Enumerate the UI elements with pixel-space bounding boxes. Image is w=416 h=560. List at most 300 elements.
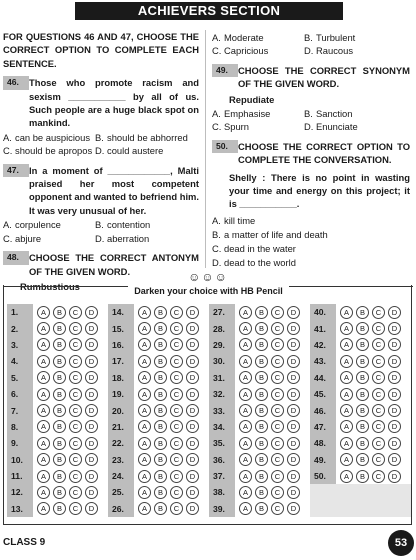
answer-bubble-b[interactable]: B	[356, 470, 369, 483]
answer-row	[108, 370, 209, 386]
answer-row	[310, 353, 411, 369]
answer-bubble-d[interactable]: D	[85, 322, 98, 335]
answer-row	[310, 419, 411, 435]
class-label: CLASS 9	[3, 537, 46, 548]
answer-bubble-d[interactable]: D	[287, 355, 300, 368]
answer-bubble-b[interactable]: B	[154, 355, 167, 368]
question-number: 1.	[7, 304, 33, 320]
answer-bubble-a[interactable]: A	[138, 470, 151, 483]
answer-bubble-c[interactable]: C	[170, 420, 183, 433]
answer-bubble-d[interactable]: D	[287, 388, 300, 401]
answer-bubble-a[interactable]: A	[239, 437, 252, 450]
question-47: 47. In a moment of ____________, Malti praised her most competent opponent and wanted to befriend him. It was very unusual of her.	[3, 164, 199, 218]
question-48-word: Rumbustious	[20, 280, 80, 292]
answer-bubble-d[interactable]: D	[85, 486, 98, 499]
answer-bubble-d[interactable]: D	[186, 371, 199, 384]
answer-column	[7, 304, 108, 517]
answer-bubble-d[interactable]: D	[388, 470, 401, 483]
answer-bubble-c[interactable]: C	[372, 453, 385, 466]
answer-bubble-c[interactable]: C	[170, 355, 183, 368]
answer-bubble-d[interactable]: D	[287, 502, 300, 515]
right-column	[212, 30, 410, 271]
answer-bubble-d[interactable]: D	[186, 338, 199, 351]
answer-bubble-b[interactable]: B	[356, 388, 369, 401]
answer-bubble-c[interactable]: C	[170, 306, 183, 319]
answer-bubble-c[interactable]: C	[372, 437, 385, 450]
question-number: 20.	[108, 402, 134, 418]
answer-bubble-b[interactable]: B	[255, 306, 268, 319]
answer-bubble-b[interactable]: B	[255, 502, 268, 515]
question-number: 25.	[108, 484, 134, 500]
answer-bubble-b[interactable]: B	[53, 338, 66, 351]
question-number: 46.	[310, 402, 336, 418]
question-47-text: In a moment of ____________, Malti praised her most competent opponent and wanted to befriend him. It was very unusual of her.	[29, 164, 199, 216]
answer-column	[209, 304, 310, 517]
answer-row	[7, 452, 108, 468]
answer-bubble-a[interactable]: A	[239, 404, 252, 417]
answer-bubble-a[interactable]: A	[239, 502, 252, 515]
answer-bubble-b[interactable]: B	[53, 355, 66, 368]
answer-bubble-a[interactable]: A	[37, 388, 50, 401]
question-number: 23.	[108, 452, 134, 468]
answer-bubble-c[interactable]: C	[271, 486, 284, 499]
question-number: 42.	[310, 337, 336, 353]
answer-bubble-a[interactable]: A	[138, 404, 151, 417]
answer-bubble-a[interactable]: A	[340, 420, 353, 433]
answer-sheet-title: Darken your choice with HB Pencil	[4, 281, 413, 299]
answer-bubble-c[interactable]: C	[170, 437, 183, 450]
answer-bubble-b[interactable]: B	[154, 306, 167, 319]
answer-bubble-b[interactable]: B	[255, 388, 268, 401]
answer-bubble-d[interactable]: D	[186, 388, 199, 401]
question-number: 38.	[209, 484, 235, 500]
question-number: 8.	[7, 419, 33, 435]
answer-bubble-c[interactable]: C	[372, 355, 385, 368]
answer-bubble-d[interactable]: D	[287, 322, 300, 335]
answer-bubble-a[interactable]: A	[37, 437, 50, 450]
question-number: 36.	[209, 452, 235, 468]
option: A. corpulence	[3, 219, 61, 231]
answer-bubble-d[interactable]: D	[85, 338, 98, 351]
answer-row	[7, 304, 108, 320]
answer-bubble-d[interactable]: D	[85, 371, 98, 384]
answer-bubble-a[interactable]: A	[340, 470, 353, 483]
answer-bubble-c[interactable]: C	[69, 404, 82, 417]
question-number: 45.	[310, 386, 336, 402]
question-number: 29.	[209, 337, 235, 353]
answer-bubble-d[interactable]: D	[287, 420, 300, 433]
answer-row	[310, 370, 411, 386]
answer-bubble-a[interactable]: A	[340, 404, 353, 417]
answer-bubble-c[interactable]: C	[271, 437, 284, 450]
answer-bubble-c[interactable]: C	[69, 437, 82, 450]
answer-bubble-d[interactable]: D	[85, 502, 98, 515]
answer-bubble-b[interactable]: B	[255, 437, 268, 450]
answer-bubble-b[interactable]: B	[154, 453, 167, 466]
answer-bubble-d[interactable]: D	[388, 355, 401, 368]
question-46-options	[3, 131, 199, 158]
answer-bubble-b[interactable]: B	[53, 306, 66, 319]
answer-bubble-a[interactable]: A	[37, 322, 50, 335]
question-number: 19.	[108, 386, 134, 402]
answer-bubble-c[interactable]: C	[170, 371, 183, 384]
answer-bubble-a[interactable]: A	[138, 371, 151, 384]
answer-row	[7, 501, 108, 517]
answer-bubble-c[interactable]: C	[271, 371, 284, 384]
answer-bubble-b[interactable]: B	[154, 486, 167, 499]
answer-bubble-a[interactable]: A	[239, 322, 252, 335]
answer-bubble-b[interactable]: B	[356, 306, 369, 319]
answer-bubble-d[interactable]: D	[186, 306, 199, 319]
answer-bubble-c[interactable]: C	[271, 420, 284, 433]
option: B. contention	[95, 219, 151, 231]
answer-bubble-d[interactable]: D	[85, 420, 98, 433]
answer-bubble-a[interactable]: A	[340, 355, 353, 368]
answer-bubble-d[interactable]: D	[388, 371, 401, 384]
option: C. dead in the water	[212, 243, 296, 255]
answer-bubble-a[interactable]: A	[37, 420, 50, 433]
answer-bubble-d[interactable]: D	[186, 470, 199, 483]
question-number: 41.	[310, 320, 336, 336]
answer-bubble-b[interactable]: B	[53, 453, 66, 466]
answer-bubble-a[interactable]: A	[340, 338, 353, 351]
answer-bubble-a[interactable]: A	[37, 371, 50, 384]
answer-bubble-c[interactable]: C	[271, 470, 284, 483]
answer-row	[209, 435, 310, 451]
answer-row	[108, 468, 209, 484]
question-number: 24.	[108, 468, 134, 484]
answer-bubble-d[interactable]: D	[186, 453, 199, 466]
answer-bubble-d[interactable]: D	[85, 470, 98, 483]
answer-row	[7, 468, 108, 484]
answer-bubble-b[interactable]: B	[255, 355, 268, 368]
answer-bubble-c[interactable]: C	[372, 470, 385, 483]
answer-bubble-a[interactable]: A	[239, 420, 252, 433]
answer-bubble-a[interactable]: A	[340, 322, 353, 335]
option: A. kill time	[212, 214, 256, 226]
answer-row	[310, 468, 411, 484]
answer-bubble-d[interactable]: D	[287, 371, 300, 384]
answer-bubble-d[interactable]: D	[287, 338, 300, 351]
answer-bubble-b[interactable]: B	[53, 420, 66, 433]
answer-bubble-b[interactable]: B	[154, 322, 167, 335]
answer-bubble-c[interactable]: C	[271, 322, 284, 335]
answer-bubble-a[interactable]: A	[239, 338, 252, 351]
answer-bubble-c[interactable]: C	[372, 404, 385, 417]
option: D. dead to the world	[212, 257, 296, 269]
answer-bubble-a[interactable]: A	[239, 470, 252, 483]
answer-bubble-a[interactable]: A	[239, 355, 252, 368]
question-number: 31.	[209, 370, 235, 386]
answer-bubble-b[interactable]: B	[356, 322, 369, 335]
answer-bubble-c[interactable]: C	[69, 486, 82, 499]
answer-bubble-a[interactable]: A	[340, 388, 353, 401]
answer-bubble-d[interactable]: D	[388, 453, 401, 466]
answer-bubble-c[interactable]: C	[271, 338, 284, 351]
answer-bubble-a[interactable]: A	[37, 306, 50, 319]
answer-bubble-a[interactable]: A	[239, 306, 252, 319]
answer-bubble-d[interactable]: D	[85, 453, 98, 466]
answer-bubble-a[interactable]: A	[239, 453, 252, 466]
left-column	[3, 30, 199, 294]
answer-bubble-c[interactable]: C	[69, 420, 82, 433]
answer-grid	[7, 304, 411, 517]
answer-bubble-b[interactable]: B	[255, 486, 268, 499]
answer-bubble-a[interactable]: A	[37, 453, 50, 466]
answer-bubble-a[interactable]: A	[138, 486, 151, 499]
answer-bubble-c[interactable]: C	[170, 404, 183, 417]
question-number: 43.	[310, 353, 336, 369]
answer-bubble-d[interactable]: D	[287, 306, 300, 319]
answer-bubble-b[interactable]: B	[154, 404, 167, 417]
option: B. Turbulent	[304, 32, 356, 43]
answer-bubble-d[interactable]: D	[85, 437, 98, 450]
answer-row	[108, 320, 209, 336]
answer-bubble-c[interactable]: C	[372, 306, 385, 319]
answer-bubble-a[interactable]: A	[340, 437, 353, 450]
answer-sheet	[3, 285, 412, 525]
answer-bubble-d[interactable]: D	[85, 355, 98, 368]
question-46: 46. Those who promote racism and sexism ___________ by all of us. Such people are a huge black spot on mankind.	[3, 76, 199, 130]
answer-row	[108, 501, 209, 517]
answer-bubble-d[interactable]: D	[287, 486, 300, 499]
answer-bubble-c[interactable]: C	[170, 338, 183, 351]
answer-bubble-a[interactable]: A	[239, 388, 252, 401]
answer-bubble-c[interactable]: C	[69, 470, 82, 483]
answer-row	[108, 353, 209, 369]
question-number: 28.	[209, 320, 235, 336]
answer-bubble-c[interactable]: C	[372, 371, 385, 384]
answer-row	[108, 304, 209, 320]
question-50-text: CHOOSE THE CORRECT OPTION TO COMPLETE THE CONVERSATION.	[238, 140, 410, 166]
answer-row	[7, 320, 108, 336]
answer-bubble-c[interactable]: C	[271, 502, 284, 515]
answer-bubble-b[interactable]: B	[356, 338, 369, 351]
answer-bubble-d[interactable]: D	[388, 306, 401, 319]
answer-bubble-b[interactable]: B	[154, 470, 167, 483]
question-48-options	[212, 31, 410, 58]
answer-row	[7, 435, 108, 451]
answer-bubble-a[interactable]: A	[37, 486, 50, 499]
answer-bubble-d[interactable]: D	[85, 404, 98, 417]
answer-bubble-a[interactable]: A	[340, 453, 353, 466]
answer-bubble-d[interactable]: D	[287, 470, 300, 483]
answer-bubble-b[interactable]: B	[53, 404, 66, 417]
answer-bubble-b[interactable]: B	[154, 338, 167, 351]
answer-bubble-c[interactable]: C	[170, 486, 183, 499]
question-46-text: Those who promote racism and sexism ___________ by all of us. Such people are a huge black spot on mankind.	[29, 77, 199, 129]
answer-bubble-b[interactable]: B	[154, 388, 167, 401]
answer-bubble-b[interactable]: B	[53, 322, 66, 335]
answer-bubble-a[interactable]: A	[37, 338, 50, 351]
answer-row	[209, 501, 310, 517]
answer-row	[310, 435, 411, 451]
question-number: 6.	[7, 386, 33, 402]
answer-bubble-a[interactable]: A	[138, 388, 151, 401]
question-number: 50.	[310, 468, 336, 484]
answer-bubble-d[interactable]: D	[388, 338, 401, 351]
answer-row	[108, 435, 209, 451]
answer-bubble-b[interactable]: B	[154, 371, 167, 384]
question-number: 12.	[7, 484, 33, 500]
answer-bubble-b[interactable]: B	[53, 437, 66, 450]
answer-bubble-a[interactable]: A	[340, 371, 353, 384]
question-number: 4.	[7, 353, 33, 369]
answer-bubble-b[interactable]: B	[53, 371, 66, 384]
answer-bubble-a[interactable]: A	[138, 306, 151, 319]
answer-bubble-d[interactable]: D	[388, 420, 401, 433]
answer-bubble-a[interactable]: A	[138, 355, 151, 368]
answer-bubble-b[interactable]: B	[255, 338, 268, 351]
answer-bubble-b[interactable]: B	[154, 420, 167, 433]
answer-bubble-a[interactable]: A	[340, 306, 353, 319]
answer-bubble-d[interactable]: D	[85, 306, 98, 319]
question-number: 16.	[108, 337, 134, 353]
answer-bubble-c[interactable]: C	[69, 371, 82, 384]
answer-bubble-b[interactable]: B	[356, 355, 369, 368]
question-number: 33.	[209, 402, 235, 418]
answer-bubble-c[interactable]: C	[271, 453, 284, 466]
answer-row	[209, 320, 310, 336]
answer-bubble-b[interactable]: B	[356, 420, 369, 433]
question-number: 49.	[310, 452, 336, 468]
answer-bubble-b[interactable]: B	[255, 404, 268, 417]
answer-bubble-b[interactable]: B	[356, 453, 369, 466]
answer-bubble-c[interactable]: C	[69, 338, 82, 351]
answer-bubble-d[interactable]: D	[287, 453, 300, 466]
answer-bubble-a[interactable]: A	[138, 322, 151, 335]
instruction-46-47: FOR QUESTIONS 46 AND 47, CHOOSE THE CORRECT OPTION TO COMPLETE EACH SENTENCE.	[3, 31, 199, 69]
answer-row	[209, 386, 310, 402]
answer-row	[209, 484, 310, 500]
answer-bubble-a[interactable]: A	[239, 371, 252, 384]
answer-bubble-c[interactable]: C	[170, 502, 183, 515]
answer-bubble-c[interactable]: C	[170, 388, 183, 401]
option: A. Emphasise	[212, 108, 271, 120]
answer-row	[310, 304, 411, 320]
answer-bubble-b[interactable]: B	[53, 470, 66, 483]
column-divider	[205, 30, 206, 268]
question-number: 48.	[310, 435, 336, 451]
question-number: 47.	[310, 419, 336, 435]
answer-bubble-a[interactable]: A	[37, 355, 50, 368]
answer-bubble-d[interactable]: D	[186, 486, 199, 499]
question-49-text: CHOOSE THE CORRECT SYNONYM OF THE GIVEN WORD.	[238, 64, 410, 90]
answer-bubble-d[interactable]: D	[186, 420, 199, 433]
answer-bubble-b[interactable]: B	[154, 437, 167, 450]
question-number: 32.	[209, 386, 235, 402]
question-50-options	[212, 214, 410, 271]
answer-bubble-d[interactable]: D	[287, 404, 300, 417]
empty-cell	[310, 501, 411, 517]
answer-bubble-b[interactable]: B	[154, 502, 167, 515]
answer-bubble-c[interactable]: C	[69, 322, 82, 335]
option: D. Enunciate	[304, 121, 358, 133]
answer-bubble-d[interactable]: D	[186, 404, 199, 417]
question-50: 50. CHOOSE THE CORRECT OPTION TO COMPLETE THE CONVERSATION.	[212, 140, 410, 167]
answer-bubble-b[interactable]: B	[356, 404, 369, 417]
answer-bubble-b[interactable]: B	[255, 420, 268, 433]
answer-bubble-d[interactable]: D	[388, 322, 401, 335]
answer-bubble-c[interactable]: C	[372, 322, 385, 335]
answer-bubble-d[interactable]: D	[388, 388, 401, 401]
answer-bubble-d[interactable]: D	[388, 404, 401, 417]
answer-bubble-c[interactable]: C	[271, 306, 284, 319]
question-number: 39.	[209, 501, 235, 517]
answer-bubble-c[interactable]: C	[170, 453, 183, 466]
answer-row	[310, 402, 411, 418]
question-48: 48. CHOOSE THE CORRECT ANTONYM OF THE GIVEN WORD.	[3, 251, 199, 278]
answer-bubble-a[interactable]: A	[239, 486, 252, 499]
answer-bubble-c[interactable]: C	[372, 388, 385, 401]
answer-bubble-d[interactable]: D	[186, 437, 199, 450]
answer-bubble-c[interactable]: C	[170, 470, 183, 483]
question-49-options	[212, 107, 410, 134]
answer-bubble-d[interactable]: D	[186, 502, 199, 515]
answer-bubble-d[interactable]: D	[388, 437, 401, 450]
question-number: 15.	[108, 320, 134, 336]
answer-bubble-b[interactable]: B	[255, 322, 268, 335]
answer-bubble-c[interactable]: C	[170, 322, 183, 335]
answer-bubble-a[interactable]: A	[138, 502, 151, 515]
answer-bubble-a[interactable]: A	[138, 338, 151, 351]
answer-bubble-c[interactable]: C	[69, 502, 82, 515]
answer-bubble-c[interactable]: C	[69, 453, 82, 466]
option: C. abjure	[3, 232, 42, 244]
answer-bubble-b[interactable]: B	[53, 502, 66, 515]
question-number: 26.	[108, 501, 134, 517]
answer-row	[7, 386, 108, 402]
answer-bubble-c[interactable]: C	[372, 420, 385, 433]
section-header: ACHIEVERS SECTION	[75, 2, 343, 20]
answer-bubble-c[interactable]: C	[69, 355, 82, 368]
answer-row	[7, 353, 108, 369]
answer-bubble-d[interactable]: D	[186, 322, 199, 335]
question-number: 13.	[7, 501, 33, 517]
answer-bubble-d[interactable]: D	[287, 437, 300, 450]
answer-bubble-b[interactable]: B	[255, 453, 268, 466]
answer-bubble-b[interactable]: B	[53, 388, 66, 401]
answer-bubble-a[interactable]: A	[37, 470, 50, 483]
answer-row	[209, 353, 310, 369]
answer-bubble-a[interactable]: A	[37, 502, 50, 515]
answer-bubble-b[interactable]: B	[255, 470, 268, 483]
question-48-text: CHOOSE THE CORRECT ANTONYM OF THE GIVEN WORD.	[29, 252, 199, 277]
answer-bubble-a[interactable]: A	[138, 420, 151, 433]
answer-bubble-c[interactable]: C	[69, 388, 82, 401]
answer-bubble-b[interactable]: B	[356, 437, 369, 450]
answer-bubble-b[interactable]: B	[53, 486, 66, 499]
answer-bubble-d[interactable]: D	[186, 355, 199, 368]
answer-row	[108, 337, 209, 353]
answer-bubble-b[interactable]: B	[255, 371, 268, 384]
answer-bubble-c[interactable]: C	[271, 355, 284, 368]
question-number: 5.	[7, 370, 33, 386]
answer-bubble-c[interactable]: C	[372, 338, 385, 351]
question-number: 10.	[7, 452, 33, 468]
answer-bubble-a[interactable]: A	[138, 437, 151, 450]
answer-bubble-c[interactable]: C	[271, 404, 284, 417]
option: D. Raucous	[304, 45, 354, 57]
answer-bubble-a[interactable]: A	[138, 453, 151, 466]
answer-bubble-c[interactable]: C	[271, 388, 284, 401]
question-number: 34.	[209, 419, 235, 435]
answer-bubble-c[interactable]: C	[69, 306, 82, 319]
answer-bubble-d[interactable]: D	[85, 388, 98, 401]
answer-bubble-a[interactable]: A	[37, 404, 50, 417]
answer-row	[7, 370, 108, 386]
answer-bubble-b[interactable]: B	[356, 371, 369, 384]
